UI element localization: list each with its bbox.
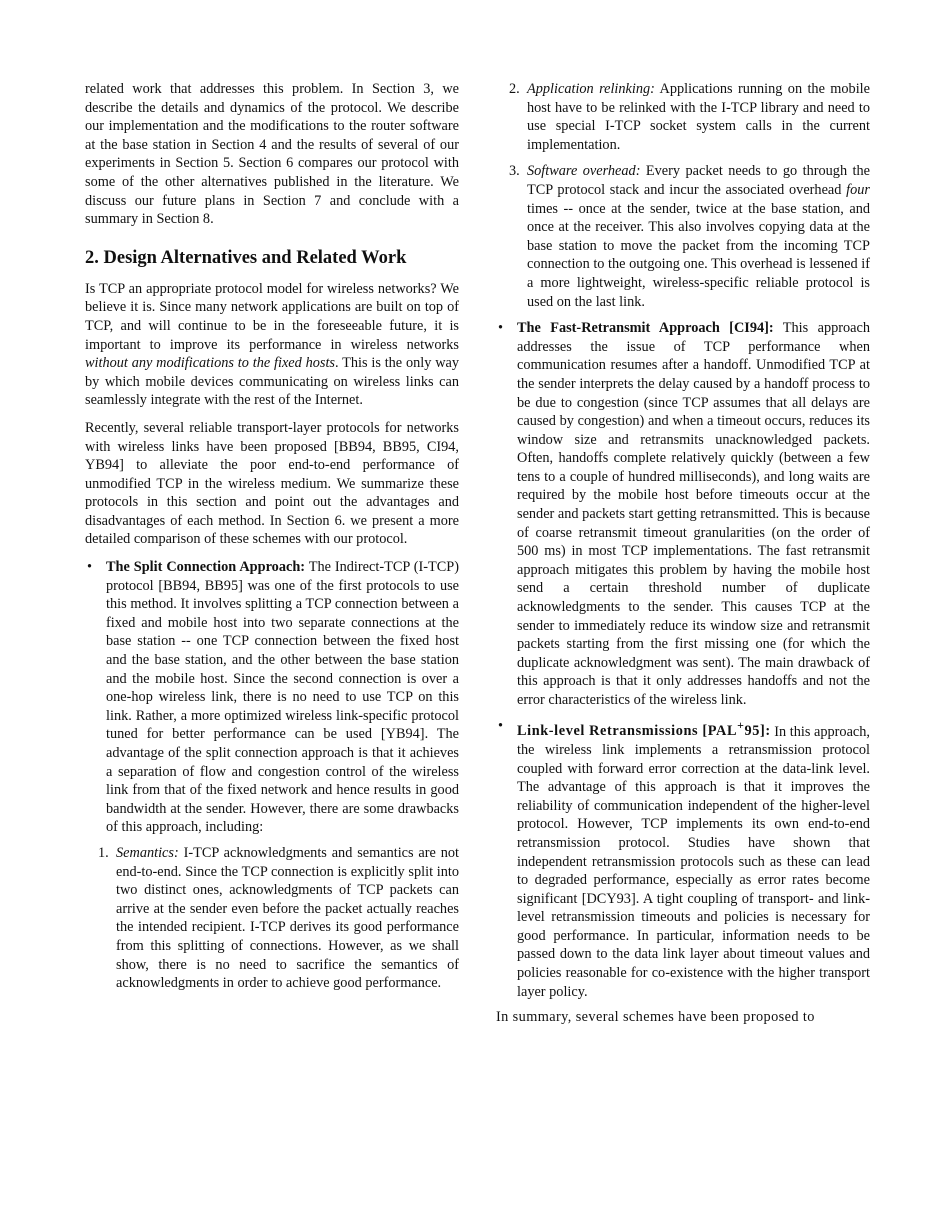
item-body: I-TCP acknowledgments and semantics are not end-to-end. Since the TCP connection is explicitly split into two distinct ones, acknowledgments of TCP packets can arrive at the sender even before the packet actually reaches the intended recipient. I-TCP derives its good performance from this splitting of connections. However, as we shall show, there is no need to sacrifice the semantics of acknowledgments in order to achieve good performance. — [116, 844, 459, 992]
item-number: 3. — [509, 163, 520, 180]
intro-paragraph: related work that addresses this problem. In Section 3, we describe the details and dynamics of the protocol. We describe our implementation and the modifications to the router software at the base station in Section 4 and the results of several of our experiments in Section 5. Section 6 compares our protocol with some of the other alternatives published in the literature. We discuss our future plans in Section 7 and conclude with a summary in Section 8. — [85, 81, 459, 228]
fast-body: This approach addresses the issue of TCP performance when communication resumes after a handoff. Unmodified TCP at the sender interprets the delay caused by a handoff process to be due to congestion (since TCP assumes that all delays are caused by congestion) and when a timeout occurs, reduces its window size and retransmits unacknowledged packets. Often, handoffs complete relatively quickly (between a few tens to a couple of hundred milliseconds), and long waits are required by the mobile host before timeouts occur at the sender and packets start getting retransmitted. This is because of coarse retransmit timeout granularities (on the order of 500 ms) in most TCP implementations. The fast retransmit approach mitigates this problem by having the mobile host send a certain threshold number of duplicate acknowledgments to the sender. This causes TCP at the sender to immediately reduce its window size and retransmit packets starting from the first missing one (for which the duplicate acknowledgment was sent). The main drawback of this approach is that it only addresses handoffs and not the error characteristics of the wireless link. — [517, 320, 870, 708]
list-item-app-relinking — [496, 80, 870, 154]
fast-title: The Fast-Retransmit Approach [CI94]: — [517, 320, 774, 337]
item-emphasis: four — [846, 181, 870, 198]
list-item-software-overhead — [496, 162, 870, 311]
split-body: The Indirect-TCP (I-TCP) protocol [BB94, BB95] was one of the first protocols to use this method. It involves splitting a TCP connection between a fixed and mobile host into two separate connections at the base station -- one TCP connection between the fixed host and the base station, and the other between the base station and the mobile host. Since the second connection is over a one-hop wireless link, there is no need to use TCP on this link. Rather, a more optimized wireless link-specific protocol tuned for better performance can be used [YB94]. The advantage of the split connection approach is that it achieves a separation of flow and congestion control of the wireless link from that of the fixed network and hence results in good bandwidth at the sender. However, there are some drawbacks of this approach, including: — [106, 559, 459, 836]
link-body: In this approach, the wireless link implements a retransmission protocol coupled with forward error correction at the data-link level. The advantage of this approach is that it improves the reliability of communication independent of the higher-level protocol. However, TCP implements its own end-to-end retransmission protocol. Studies have shown that independent retransmission protocols such as these can lead to degraded performance, especially as error rates become significant [DCY93]. A tight coupling of transport- and link-level retransmission timeouts and policies is necessary for good performance. In particular, information needs to be passed down to the data link layer about timeout values and policies reasonable for co-existence with the higher transport layer policy. — [517, 723, 870, 1000]
link-title-b: 95]: — [744, 723, 771, 740]
left-column — [85, 80, 459, 1001]
link-title-sup: + — [737, 718, 745, 733]
bullet-link-level — [496, 717, 870, 1002]
bullet-fast-retransmit — [496, 319, 870, 709]
item-number: 2. — [509, 81, 520, 97]
section-heading: 2. Design Alternatives and Related Work — [85, 247, 407, 268]
item-body-a: Every packet needs to go through the TCP protocol stack and incur the associated overhead — [527, 163, 871, 198]
item-number: 1. — [98, 844, 109, 861]
split-title: The Split Connection Approach: — [106, 559, 306, 576]
bullet-split-connection — [85, 558, 459, 837]
item-title: Application relinking: — [527, 81, 655, 97]
bullet-icon: • — [498, 717, 504, 734]
item-title: Semantics: — [116, 844, 179, 861]
item-body-b: times -- once at the sender, twice at the base station, and once at the receiver. This also involves copying data at the base station to move the packet from the incoming TCP connection to the outgoing one. This overhead is lessened if a more lightweight, wireless-specific reliable protocol is used on the last link. — [527, 200, 870, 310]
bullet-icon: • — [87, 559, 93, 576]
right-column — [496, 80, 870, 1036]
p1-emphasis: without any modifications to the fixed hosts — [85, 355, 335, 372]
paragraph-recent-protocols: Recently, several reliable transport-layer protocols for networks with wireless links have been proposed [BB94, BB95, CI94, YB94] to alleviate the poor end-to-end performance of unmodified TCP in the wireless medium. We summarize these protocols in this section and point out the advantages and disadvantages of each method. In Section 6. we present a more detailed comparison of these schemes with our protocol. — [85, 419, 459, 548]
p1-text-b: . This is the only way by which mobile devices communicating on wireless links can seamlessly integrate with the rest of the Internet. — [85, 355, 460, 409]
summary-paragraph: In summary, several schemes have been proposed to — [496, 1009, 815, 1026]
bullet-icon: • — [498, 320, 504, 337]
item-body: Applications running on the mobile host have to be relinked with the I-TCP library and need to use special I-TCP socket system calls in the current implementation. — [527, 81, 870, 153]
item-title: Software overhead: — [527, 163, 641, 180]
p1-text-a: Is TCP an appropriate protocol model for wireless networks? We believe it is. Since many network applications are built on top of TCP, and will continue to be in the foreseeable future, it is important to improve its performance in wireless networks — [85, 280, 459, 353]
paragraph-tcp-model — [85, 280, 459, 410]
link-title-a: Link-level Retransmissions [PAL — [517, 723, 738, 740]
link-title — [517, 718, 771, 740]
list-item-semantics — [85, 844, 459, 993]
